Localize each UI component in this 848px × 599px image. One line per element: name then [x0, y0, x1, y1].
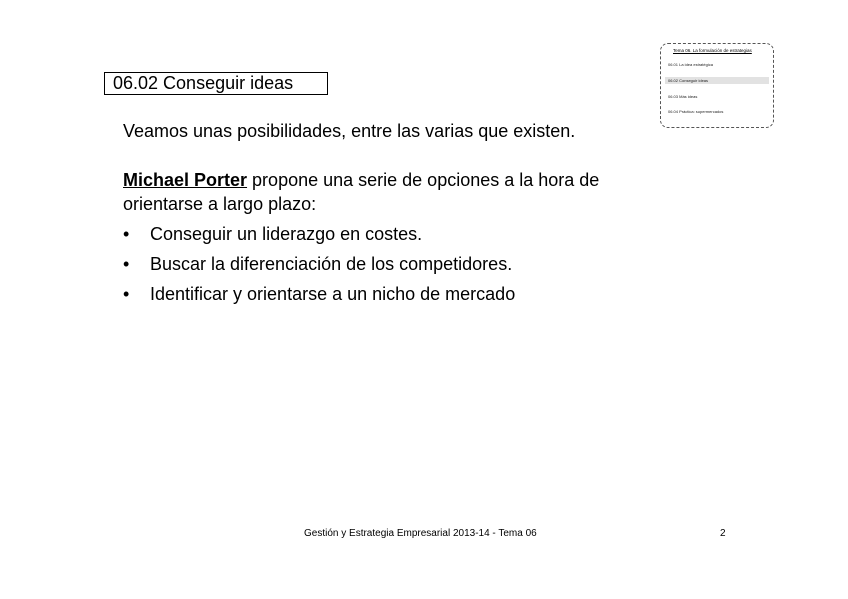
footer-text: Gestión y Estrategia Empresarial 2013-14 - Tema 06 [304, 528, 537, 539]
porter-text-line1: propone una serie de opciones a la hora de [247, 170, 600, 190]
intro-text: Veamos unas posibilidades, entre las varias que existen. [123, 121, 576, 141]
list-item [123, 222, 515, 252]
list-item [123, 282, 515, 312]
toc-item: 06.04 Práctica: supermercados [668, 109, 724, 114]
toc-item-active: 06.02 Conseguir ideas [665, 77, 769, 84]
porter-name: Michael Porter [123, 170, 248, 190]
toc-item: 06.01 La idea estratégica [668, 62, 713, 67]
list-item-text: Identificar y orientarse a un nicho de mercado [150, 284, 516, 304]
bullet-icon: • [123, 254, 130, 274]
slide-title: 06.02 Conseguir ideas [104, 72, 328, 95]
bullet-icon: • [123, 284, 130, 304]
bullet-icon: • [123, 224, 130, 244]
toc-thumbnail [660, 43, 774, 128]
list-item-text: Conseguir un liderazgo en costes. [150, 224, 423, 244]
page-number: 2 [720, 528, 726, 539]
list-item [123, 252, 515, 282]
porter-text-line2: orientarse a largo plazo: [123, 194, 317, 214]
toc-title: Tema 06. La formulación de estrategias [673, 48, 752, 53]
list-item-text: Buscar la diferenciación de los competidores. [150, 254, 513, 274]
strategy-list [123, 222, 515, 312]
toc-item: 06.03 Más ideas [668, 94, 698, 99]
porter-paragraph [123, 168, 599, 216]
